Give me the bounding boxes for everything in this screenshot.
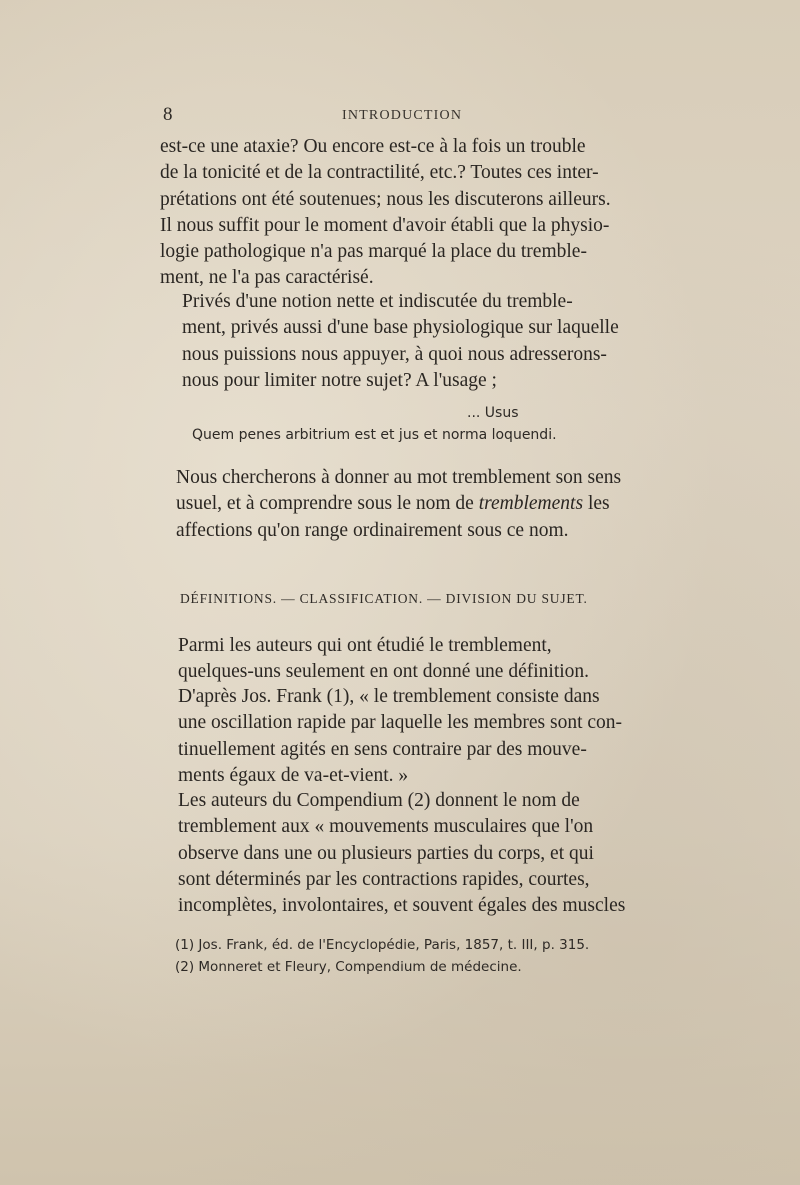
text-line: tremblement aux « mouvements musculaires que l'on xyxy=(178,816,594,838)
text-line: ments égaux de va-et-vient. » xyxy=(178,764,409,786)
paragraph-parmi xyxy=(160,633,638,686)
text-line: observe dans une ou plusieurs parties du corps, et qui xyxy=(178,842,594,864)
text-line: Parmi les auteurs qui ont étudié le tremblement, xyxy=(178,635,552,656)
text-line: ment, privés aussi d'une base physiologique sur laquelle xyxy=(182,317,619,339)
footnote: (1) Jos. Frank, éd. de l'Encyclopédie, Paris, 1857, t. III, p. 315. xyxy=(175,937,590,953)
text-line: tinuellement agités en sens contraire par des mouve- xyxy=(178,738,587,760)
text-line: ment, ne l'a pas caractérisé. xyxy=(160,267,374,289)
paragraph-ataxie xyxy=(160,134,638,292)
text-fragment: usuel, et à comprendre sous le nom de xyxy=(176,493,479,515)
text-line: est-ce une ataxie? Ou encore est-ce à la fois un trouble xyxy=(160,136,586,157)
text-line: Les auteurs du Compendium (2) donnent le nom de xyxy=(178,790,580,811)
page-number: 8 xyxy=(163,104,173,125)
text-line: quelques-uns seulement en ont donné une définition. xyxy=(178,661,590,683)
text-line: de la tonicité et de la contractilité, etc.? Toutes ces inter- xyxy=(160,162,599,184)
latin-quotation xyxy=(192,402,572,446)
text-line: nous pour limiter notre sujet? A l'usage ; xyxy=(182,369,497,391)
text-line: logie pathologique n'a pas marqué la place du tremble- xyxy=(160,241,587,263)
running-head: INTRODUCTION xyxy=(342,108,463,123)
text-line: sont déterminés par les contractions rapides, courtes, xyxy=(178,868,590,890)
paragraph-prives xyxy=(160,289,638,394)
quote-line: Quem penes arbitrium est et jus et norma loquendi. xyxy=(192,427,557,443)
italic-term: tremblements xyxy=(478,493,584,515)
text-line: D'après Jos. Frank (1), « le tremblement consiste dans xyxy=(178,686,600,707)
text-line: une oscillation rapide par laquelle les membres sont con- xyxy=(178,712,623,734)
paragraph-frank xyxy=(160,684,638,789)
text-line: incomplètes, involontaires, et souvent égales des muscles xyxy=(178,895,626,917)
section-heading: DÉFINITIONS. — CLASSIFICATION. — DIVISION DU SUJET. xyxy=(180,591,588,606)
footnote: (2) Monneret et Fleury, Compendium de médecine. xyxy=(175,959,522,975)
text-line: prétations ont été soutenues; nous les discuterons ailleurs. xyxy=(160,188,611,210)
quote-line: ... Usus xyxy=(467,405,519,421)
paragraph-usage xyxy=(160,465,638,544)
footnotes xyxy=(175,934,645,978)
paragraph-compendium xyxy=(160,788,638,919)
page-header xyxy=(163,104,637,128)
text-line: affections qu'on range ordinairement sous ce nom. xyxy=(176,519,569,541)
text-fragment: les xyxy=(583,493,610,515)
text-line: Privés d'une notion nette et indiscutée du tremble- xyxy=(182,291,573,312)
text-line xyxy=(160,491,638,517)
text-line: Il nous suffit pour le moment d'avoir établi que la physio- xyxy=(160,214,610,236)
text-line: Nous chercherons à donner au mot tremblement son sens xyxy=(176,467,622,488)
text-line: nous puissions nous appuyer, à quoi nous adresserons- xyxy=(182,343,607,365)
